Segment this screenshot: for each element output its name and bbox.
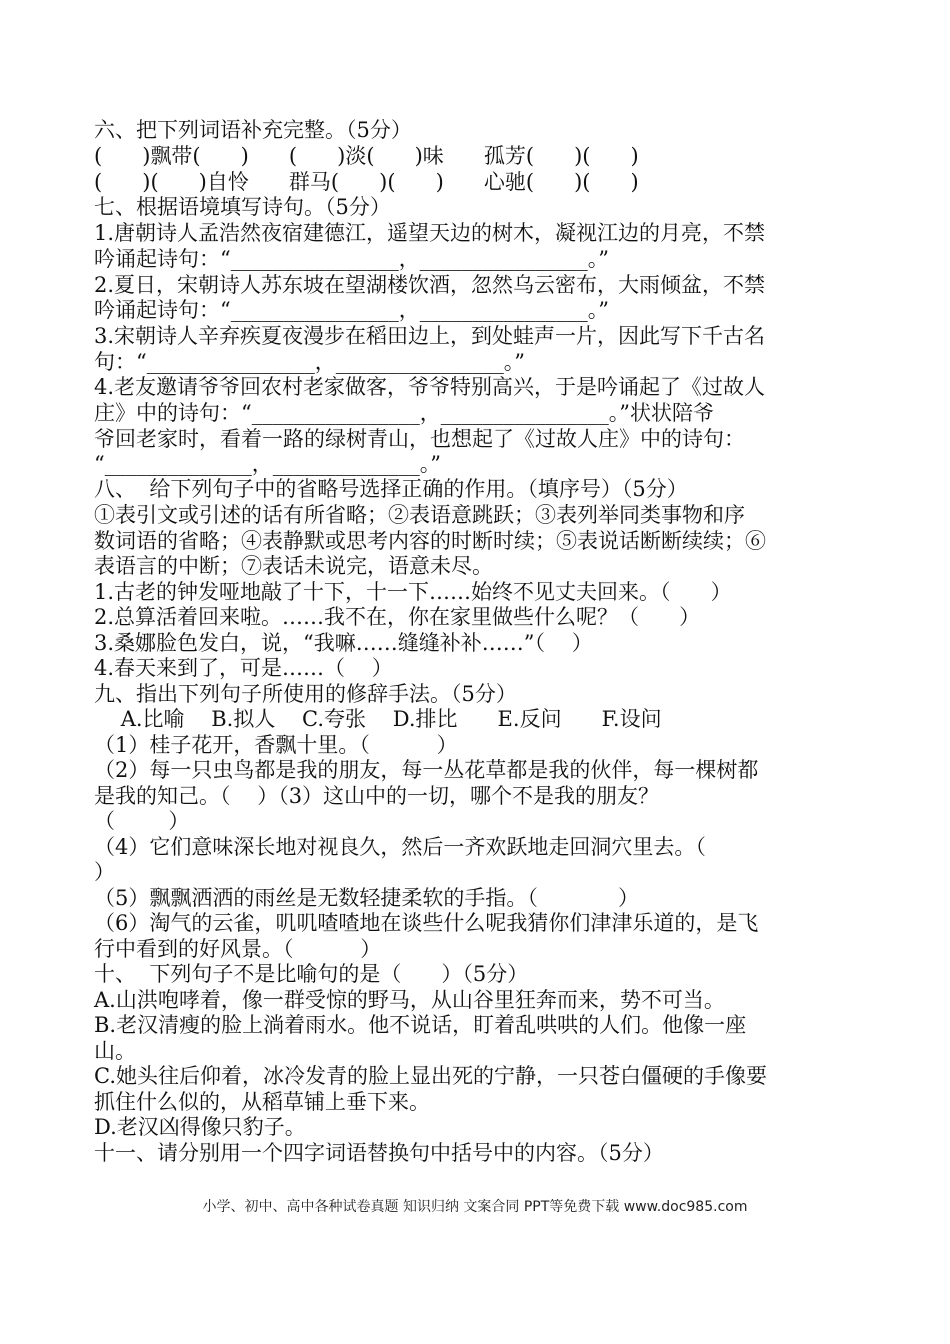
- text-line: 行中看到的好风景。（ ）: [94, 937, 382, 961]
- section-7-heading: 七、根据语境填写诗句。（5分）: [94, 195, 391, 219]
- text-line: 吟诵起诗句：“________________，________________。”: [94, 298, 609, 322]
- text-line: A.比喻 B.拟人 C.夸张 D.排比 E.反问 F.设问: [94, 707, 662, 731]
- text-line: 是我的知己。（ ）（3）这山中的一切，哪个不是我的朋友？: [94, 784, 660, 808]
- text-line: A.山洪咆哮着，像一群受惊的野马，从山谷里狂奔而来，势不可当。: [94, 988, 725, 1012]
- text-line: D.老汉凶得像只豹子。: [94, 1115, 306, 1139]
- section-10-heading: 十、 下列句子不是比喻句的是（ ）（5分）: [94, 962, 529, 986]
- section-6-heading: 六、把下列词语补充完整。（5分）: [94, 118, 412, 142]
- text-line: （1）桂子花开，香飘十里。（ ）: [94, 733, 458, 757]
- text-line: 4.春天来到了，可是……（ ）: [94, 656, 393, 680]
- text-line: B.老汉清瘦的脸上淌着雨水。他不说话，盯着乱哄哄的人们。他像一座: [94, 1013, 747, 1037]
- text-line: 庄》中的诗句：“________________，________________。”状状陪爷: [94, 401, 714, 425]
- text-line: （ ）: [94, 809, 190, 833]
- text-line: （4）它们意味深长地对视良久，然后一齐欢跃地走回洞穴里去。（: [94, 835, 706, 859]
- text-line: ( )( )自怜 群马( )( ) 心驰( )( ): [94, 170, 639, 194]
- text-line: 数词语的省略；④表静默或思考内容的时断时续；⑤表说话断断续续；⑥: [94, 529, 766, 553]
- text-line: 抓住什么似的，从稻草铺上垂下来。: [94, 1090, 430, 1114]
- text-line: C.她头往后仰着，冰冷发青的脸上显出死的宁静，一只苍白僵硬的手像要: [94, 1064, 767, 1088]
- text-line: 2.夏日，宋朝诗人苏东坡在望湖楼饮酒，忽然乌云密布，大雨倾盆，不禁: [94, 273, 766, 297]
- text-line: 3.宋朝诗人辛弃疾夏夜漫步在稻田边上，到处蛙声一片，因此写下千古名: [94, 324, 766, 348]
- text-line: 1.古老的钟发哑地敲了十下，十一下……始终不见丈夫回来。（ ）: [94, 580, 732, 604]
- text-line: （6）淘气的云雀，叽叽喳喳地在谈些什么呢我猜你们津津乐道的，是飞: [94, 911, 759, 935]
- text-line: 2.总算活着回来啦。……我不在，你在家里做些什么呢？（ ）: [94, 605, 701, 629]
- section-8-heading: 八、 给下列句子中的省略号选择正确的作用。（填序号）（5分）: [94, 477, 688, 501]
- section-9-heading: 九、指出下列句子所使用的修辞手法。（5分）: [94, 682, 517, 706]
- text-line: （5）飘飘洒洒的雨丝是无数轻捷柔软的手指。（ ）: [94, 886, 639, 910]
- section-11-heading: 十一、请分别用一个四字词语替换句中括号中的内容。（5分）: [94, 1141, 664, 1165]
- text-line: 句：“________________，________________。”: [94, 350, 525, 374]
- text-line: 山。: [94, 1039, 136, 1063]
- page-footer: 小学、初中、高中各种试卷真题 知识归纳 文案合同 PPT等免费下载 www.doc985.com: [202, 1199, 748, 1215]
- text-line: ）: [94, 860, 115, 884]
- text-line: 吟诵起诗句：“________________，________________。”: [94, 247, 609, 271]
- text-line: 爷回老家时，看着一路的绿树青山，也想起了《过故人庄》中的诗句：: [94, 427, 745, 451]
- text-line: 表语言的中断；⑦表话未说完，语意未尽。: [94, 554, 493, 578]
- text-line: ( )飘带( ) ( )淡( )味 孤芳( )( ): [94, 144, 639, 168]
- text-line: 1.唐朝诗人孟浩然夜宿建德江，遥望天边的树木，凝视江边的月亮，不禁: [94, 221, 766, 245]
- text-line: （2）每一只虫鸟都是我的朋友，每一丛花草都是我的伙伴，每一棵树都: [94, 758, 759, 782]
- text-line: 3.桑娜脸色发白，说，“我嘛……缝缝补补……”（ ）: [94, 631, 593, 655]
- text-line: “______________，______________。”: [94, 452, 441, 476]
- text-line: 4.老友邀请爷爷回农村老家做客，爷爷特别高兴，于是吟诵起了《过故人: [94, 375, 766, 399]
- text-line: ①表引文或引述的话有所省略；②表语意跳跃；③表列举同类事物和序: [94, 503, 745, 527]
